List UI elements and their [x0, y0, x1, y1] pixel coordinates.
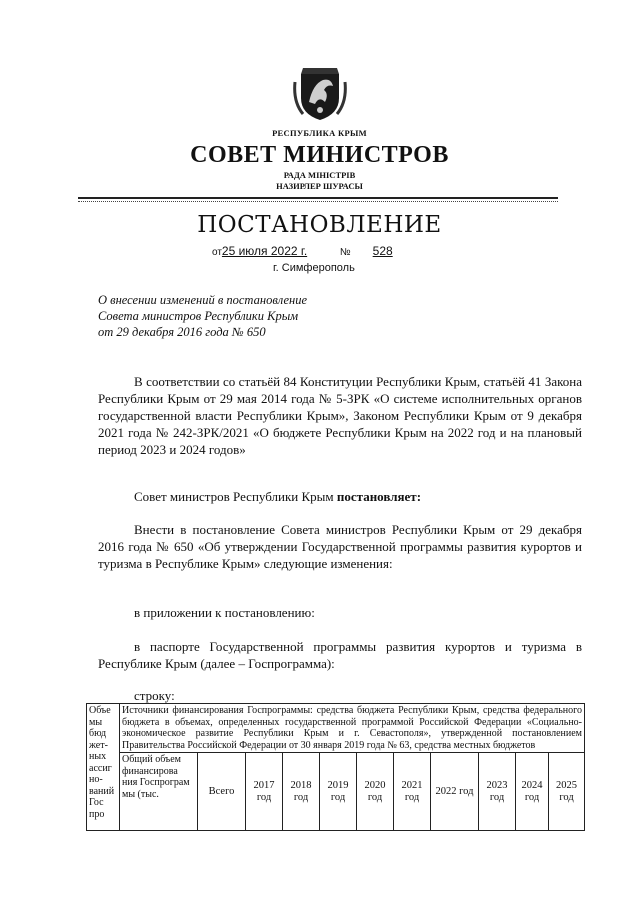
appendix-paragraph: в приложении к постановлению:	[134, 605, 315, 620]
document-subject	[98, 292, 307, 340]
header-divider-dotted	[78, 201, 558, 202]
total-volume-cell: Общий объем финансирова ния Госпрограм мы (тыс.	[120, 753, 198, 831]
year-column-header: 2023 год	[479, 753, 516, 831]
year-column-header: 2017 год	[246, 753, 283, 831]
amendment-paragraph: Внести в постановление Совета министров Республики Крым от 29 декабря 2016 года № 650 «Об утверждении Государственной программы развития курортов и туризма в Республике Крым» следующие изменения:	[98, 522, 582, 571]
year-column-header: 2019 год	[320, 753, 357, 831]
document-date: 25 июля 2022 г.	[221, 244, 308, 258]
row-label-top: Объе мы бюд жет- ных	[89, 705, 111, 762]
republic-name: РЕСПУБЛИКА КРЫМ	[272, 128, 367, 138]
subject-line: Совета министров Республики Крым	[98, 309, 299, 323]
total-column-header: Всего	[198, 753, 246, 831]
year-column-header: 2022 год	[431, 753, 479, 831]
year-column-header: 2020 год	[357, 753, 394, 831]
date-line	[212, 244, 453, 258]
preamble-paragraph: В соответствии со статьёй 84 Конституции Республики Крым, статьёй 41 Закона Республики Крым от 29 мая 2014 года № 5-ЗРК «О системе исполнительных органов государственной власти Республики Крым», Законом Республики Крым от 9 декабря 2021 года № 242-ЗРК/2021 «О бюджете Республики Крым на 2022 год и на плановый период 2023 и 2024 годов»	[98, 374, 582, 457]
number-prefix: №	[339, 247, 351, 258]
council-name-crimean-tatar: НАЗИРЛЕР ШУРАСЫ	[276, 181, 363, 191]
council-name-ukrainian: РАДА МІНІСТРІВ	[283, 170, 356, 180]
document-title: ПОСТАНОВЛЕНИЕ	[197, 212, 442, 238]
crimea-coat-of-arms-icon	[293, 62, 347, 122]
resolution-verb: постановляет:	[336, 489, 422, 504]
financing-table	[86, 703, 585, 831]
resolution-text: Совет министров Республики Крым	[134, 489, 337, 504]
year-column-header: 2018 год	[283, 753, 320, 831]
document-city: г. Симферополь	[273, 262, 355, 274]
date-prefix: от	[212, 247, 222, 258]
council-name: СОВЕТ МИНИСТРОВ	[190, 142, 449, 168]
document-number: 528	[372, 244, 393, 258]
subject-line: О внесении изменений в постановление	[98, 293, 308, 307]
year-column-header: 2025 год	[549, 753, 585, 831]
year-column-header: 2021 год	[394, 753, 431, 831]
financing-sources-cell: Источники финансирования Госпрограммы: средства бюджета Республики Крым, средства федерального бюджета в объемах, определенных государственной программой Российской Федерации «Социально-экономическое развитие Республики Крым и г. Севастополя», утвержденной постановлением Правительства Российской Федерации от 30 января 2019 года № 63, средства местных бюджетов	[120, 704, 585, 753]
passport-paragraph: в паспорте Государственной программы развития курортов и туризма в Республике Крым (далее – Госпрограмма):	[98, 639, 582, 671]
header-divider	[78, 197, 558, 199]
table-row-label	[87, 704, 120, 831]
row-label-bottom: ассиг но- ваний Гос про	[89, 762, 115, 820]
subject-line: от 29 декабря 2016 года № 650	[98, 325, 266, 339]
resolution-paragraph	[98, 488, 582, 505]
year-column-header: 2024 год	[516, 753, 549, 831]
row-paragraph: строку:	[134, 688, 175, 703]
